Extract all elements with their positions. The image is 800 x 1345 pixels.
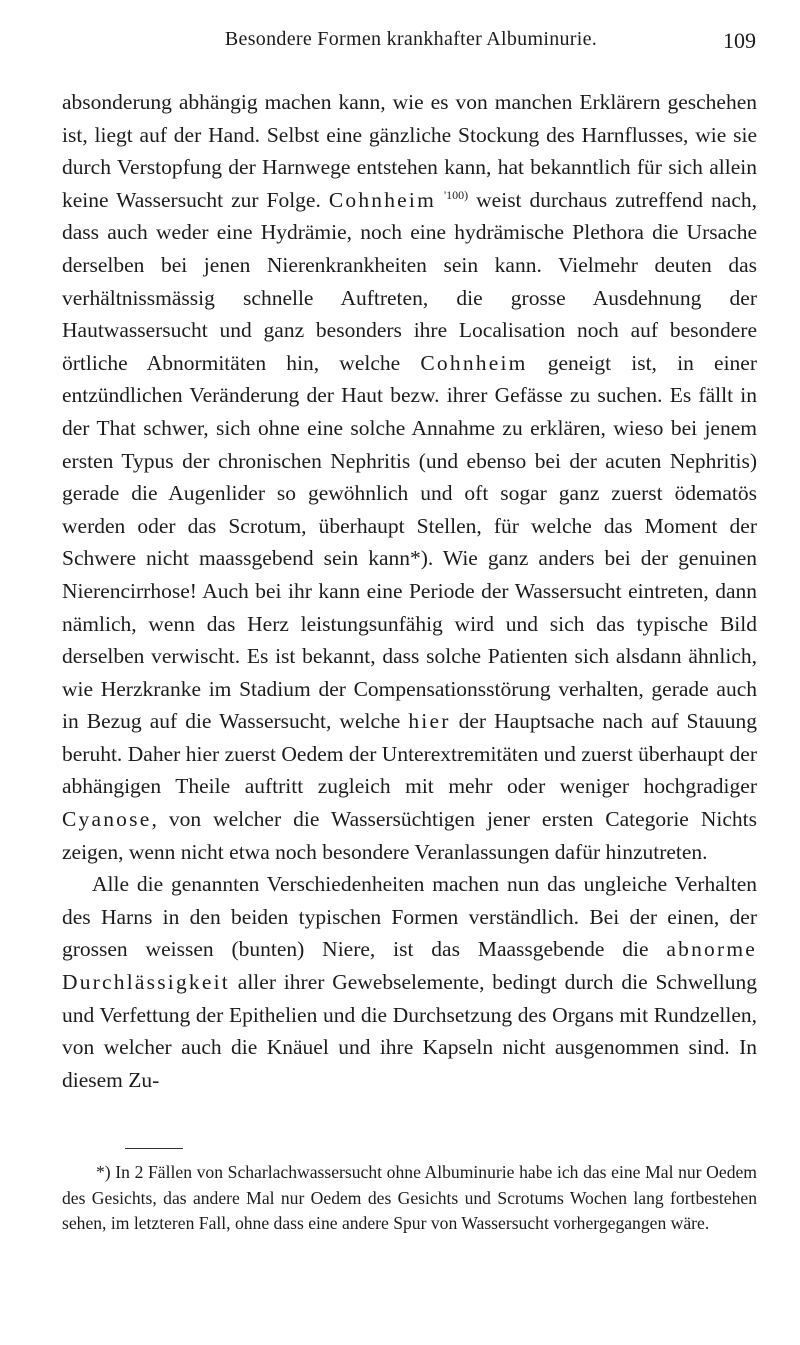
body-text xyxy=(62,86,757,1096)
running-title: Besondere Formen krankhafter Albuminurie. xyxy=(224,28,598,50)
author-name-cohnheim: Cohnheim xyxy=(328,187,437,212)
emphasis-hier: hier xyxy=(408,709,451,734)
page-header xyxy=(66,28,756,58)
paragraph-2-text-a: Alle die genannten Verschiedenheiten machen nun das ungleiche Verhalten des Harns in den beiden typischen Formen verständlich. Bei der einen, der grossen weissen (bunten) Niere, ist das Maassgebende die xyxy=(62,872,757,962)
author-name-cohnheim-2: Cohnheim xyxy=(420,350,528,375)
paragraph-2 xyxy=(62,868,757,1096)
paragraph-1-text-d: der Hauptsache nach auf Stauung beruht. Daher hier zuerst Oedem der Unterextremitäten und zuerst überhaupt der abhängigen Theile auftritt zugleich mit mehr oder weniger hochgradiger xyxy=(62,709,757,799)
paragraph-2-text-b: aller ihrer Gewebselemente, bedingt durch die Schwellung und Verfettung der Epithelien und die Durchsetzung des Organs mit Rundzellen, von welcher auch die Knäuel und ihre Kapseln nicht ausgenommen sind. In diesem Zu- xyxy=(62,970,757,1092)
emphasis-cyanose: Cyanose xyxy=(62,807,152,832)
paragraph-1-text-b: weist durchaus zutreffend nach, dass auch weder eine Hydrämie, noch eine hydrämische Plethora die Ursache derselben bei jenen Nierenkrankheiten sein kann. Vielmehr deuten das verhältnissmässig schnelle Auftreten, die grosse Ausdehnung der Hautwassersucht und ganz besonders ihre Localisation noch auf besondere örtliche Abnormitäten hin, welche xyxy=(62,187,757,375)
paragraph-1-text-e: , von welcher die Wassersüchtigen jener ersten Categorie Nichts zeigen, wenn nicht etwa noch besondere Veranlassungen dafür hinzutreten. xyxy=(62,807,757,864)
paragraph-1-text-a: absonderung abhängig machen kann, wie es von manchen Erklärern geschehen ist, liegt auf der Hand. Selbst eine gänzliche Stockung des Harnflusses, wie sie durch Verstopfung der Harnwege entstehen kann, hat bekanntlich für sich allein keine Wassersucht zur Folge. xyxy=(62,90,757,212)
reference-marker: '100) xyxy=(444,187,469,202)
page-number: 109 xyxy=(723,28,756,53)
emphasis-durchlaessigkeit: abnorme Durchlässigkeit xyxy=(62,937,757,995)
paragraph-1-text-c: geneigt ist, in einer entzündlichen Veränderung der Haut bezw. ihrer Gefässe zu suchen. Es fällt in der That schwer, sich ohne eine solche Annahme zu erklären, wieso bei jenem ersten Typus der chronischen Nephritis (und ebenso bei der acuten Nephritis) gerade die Augenlider so gewöhnlich und oft sogar ganz zuerst ödematös werden oder das Scrotum, überhaupt Stellen, für welche das Moment der Schwere nicht maassgebend sein kann*). Wie ganz anders bei der genuinen Nierencirrhose! Auch bei ihr kann eine Periode der Wassersucht eintreten, dann nämlich, wenn das Herz leistungsunfähig wird und sich das typische Bild derselben verwischt. Es ist bekannt, dass solche Patienten sich alsdann ähnlich, wie Herzkranke im Stadium der Compensationsstörung verhalten, gerade auch in Bezug auf die Wassersucht, welche xyxy=(62,350,757,734)
footnote: *) In 2 Fällen von Scharlachwassersucht ohne Albuminurie habe ich das eine Mal nur Oedem des Gesichts, das andere Mal nur Oedem des Gesichts und Scrotums Wochen lang fortbestehen sehen, im letzteren Fall, ohne dass eine andere Spur von Wassersucht vorhergegangen wäre. xyxy=(62,1162,757,1233)
footnote-divider xyxy=(125,1148,183,1149)
paragraph-1 xyxy=(62,86,757,868)
